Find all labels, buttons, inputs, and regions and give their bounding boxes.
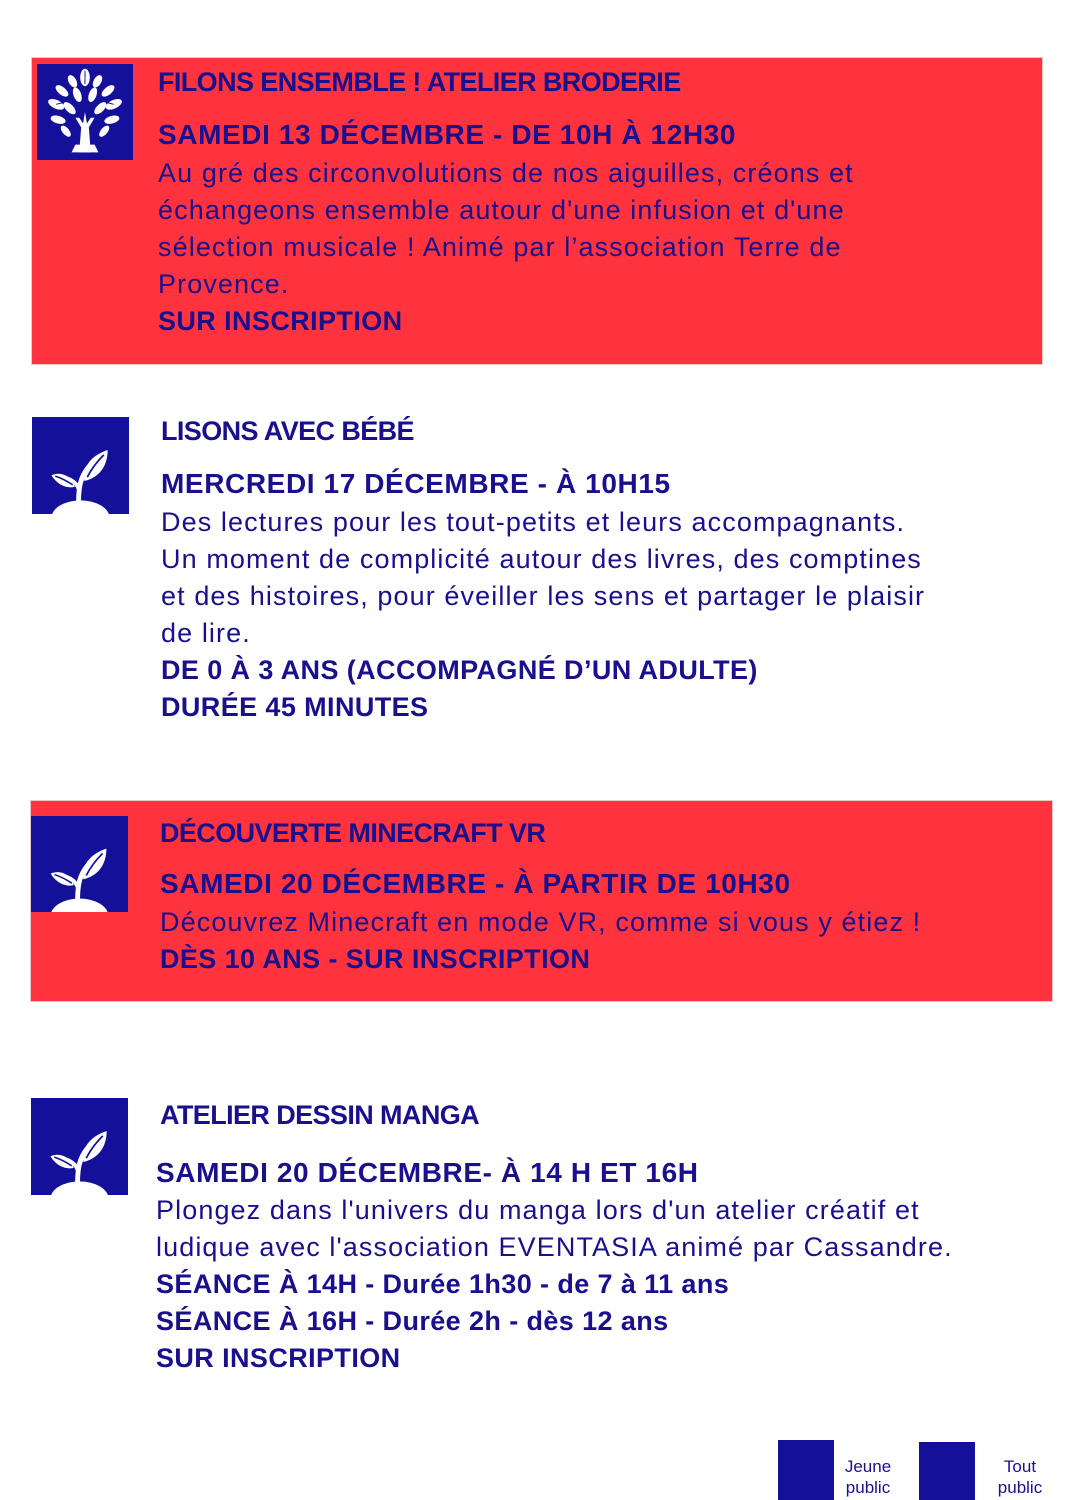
sprout-icon [31, 1098, 128, 1195]
event-description [158, 155, 854, 303]
tree-icon [919, 1442, 975, 1500]
registration-note: SUR INSCRIPTION [156, 1343, 401, 1373]
event-date: MERCREDI 17 DÉCEMBRE - À 10H15 [161, 468, 671, 499]
description-line: Provence. [158, 269, 290, 299]
sprout-icon [31, 816, 128, 912]
sprout-icon [778, 1440, 834, 1500]
event-description [161, 504, 925, 652]
sprout-icon [32, 417, 129, 514]
event-description [160, 904, 921, 941]
legend-label-jeune-public [840, 1456, 896, 1498]
description-line: Plongez dans l'univers du manga lors d'un atelier créatif et [156, 1195, 920, 1225]
tree-icon [37, 64, 133, 160]
legend-label-line: public [997, 1478, 1043, 1497]
event-details [158, 303, 403, 340]
event-details [161, 652, 758, 726]
description-line: Des lectures pour les tout-petits et leurs accompagnants. [161, 507, 906, 537]
session-1-note: SÉANCE À 14H - Durée 1h30 - de 7 à 11 ans [156, 1269, 730, 1299]
event-details [160, 941, 590, 978]
duration-note: DURÉE 45 MINUTES [161, 692, 429, 722]
age-registration-note: DÈS 10 ANS - SUR INSCRIPTION [160, 944, 591, 974]
legend-label-tout-public [992, 1456, 1048, 1498]
event-title: ATELIER DESSIN MANGA [160, 1100, 480, 1130]
description-line: et des histoires, pour éveiller les sens et partager le plaisir [161, 581, 926, 611]
event-description [156, 1192, 953, 1266]
description-line: Un moment de complicité autour des livres, des comptines [161, 544, 922, 574]
description-line: Au gré des circonvolutions de nos aiguilles, créons et [158, 158, 854, 188]
legend-label-line: Jeune [844, 1457, 892, 1476]
event-title: LISONS AVEC BÉBÉ [161, 416, 414, 446]
session-2-note: SÉANCE À 16H - Durée 2h - dès 12 ans [156, 1306, 669, 1336]
description-line: ludique avec l'association EVENTASIA animé par Cassandre. [156, 1232, 953, 1262]
description-line: échangeons ensemble autour d'une infusion et d'une [158, 195, 845, 225]
event-date: SAMEDI 13 DÉCEMBRE - DE 10H À 12H30 [158, 119, 737, 150]
event-title: FILONS ENSEMBLE ! ATELIER BRODERIE [158, 67, 681, 97]
age-note: DE 0 À 3 ANS (ACCOMPAGNÉ D’UN ADULTE) [161, 655, 758, 685]
registration-note: SUR INSCRIPTION [158, 306, 403, 336]
event-date: SAMEDI 20 DÉCEMBRE- À 14 H ET 16H [156, 1157, 699, 1188]
description-line: sélection musicale ! Animé par l’association Terre de [158, 232, 842, 262]
event-date: SAMEDI 20 DÉCEMBRE - À PARTIR DE 10H30 [160, 868, 791, 899]
description-line: Découvrez Minecraft en mode VR, comme si vous y étiez ! [160, 907, 922, 937]
legend-label-line: public [845, 1478, 891, 1497]
description-line: de lire. [161, 618, 251, 648]
legend-label-line: Tout [1003, 1457, 1037, 1476]
event-title: DÉCOUVERTE MINECRAFT VR [160, 818, 546, 848]
event-details [156, 1266, 729, 1377]
